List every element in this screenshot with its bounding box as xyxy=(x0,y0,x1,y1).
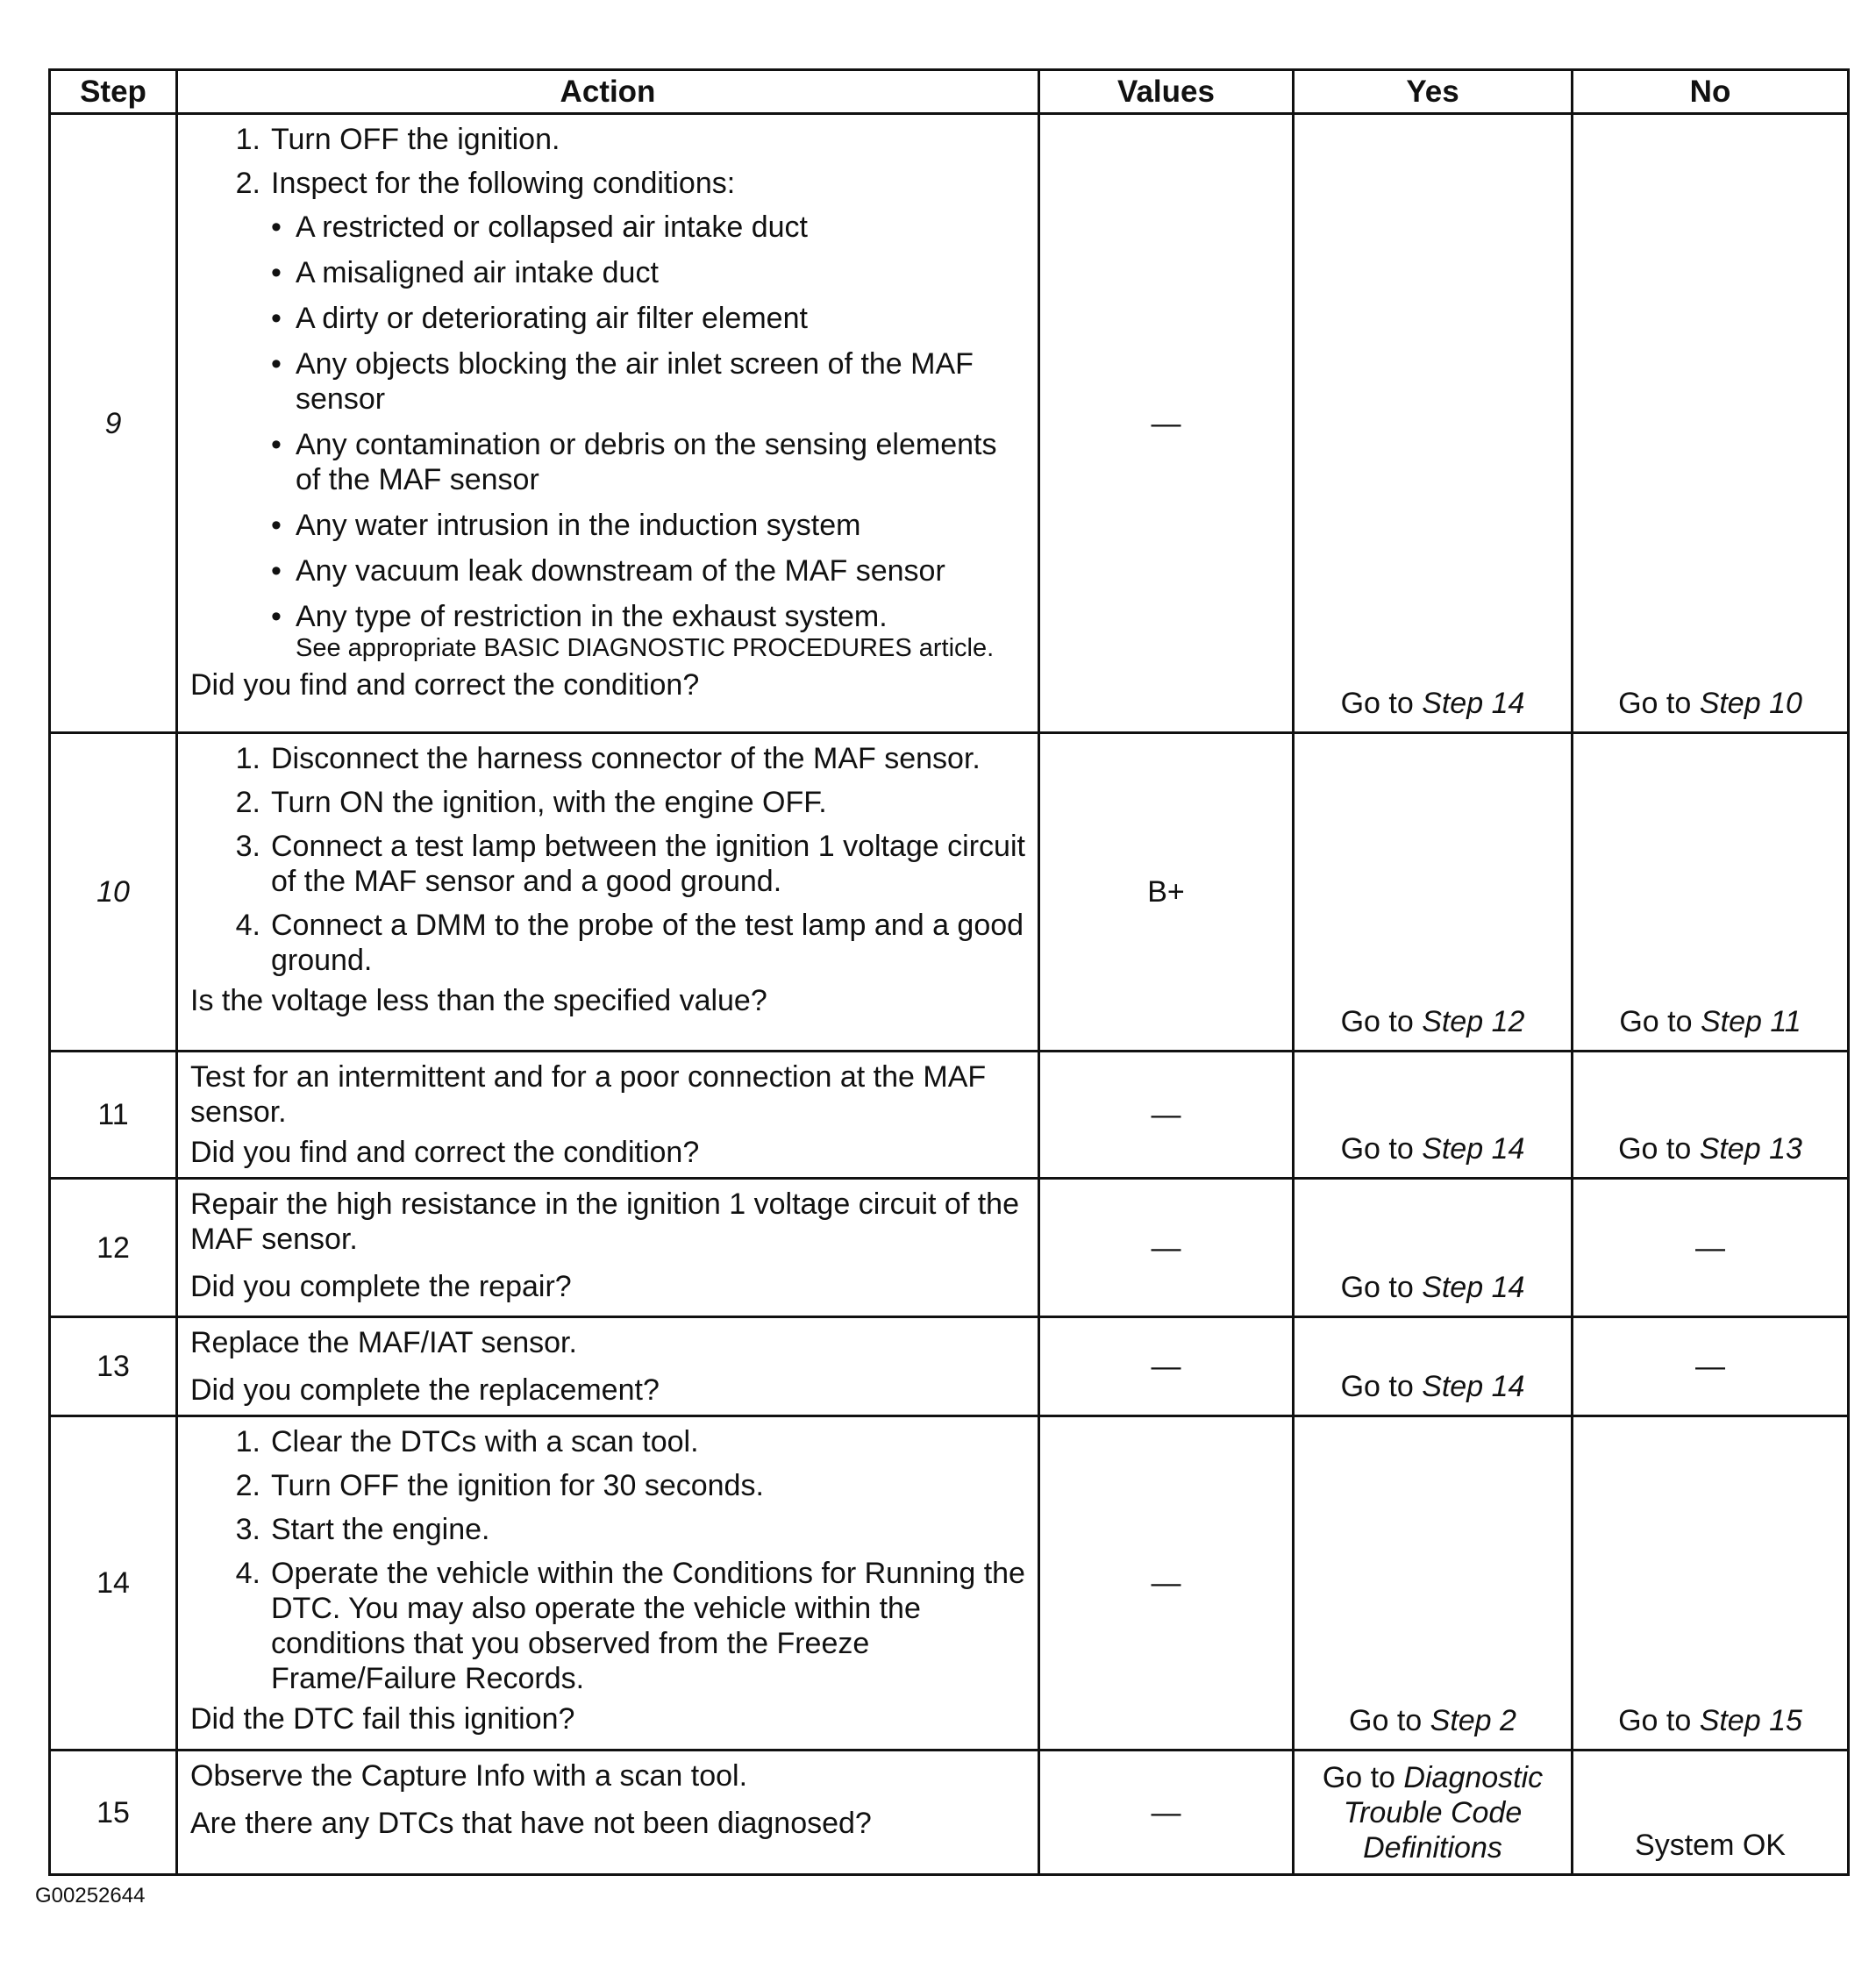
yes-prefix: Go to xyxy=(1322,1760,1404,1794)
action-step xyxy=(211,122,1029,157)
no-cell: — xyxy=(1573,1317,1849,1416)
step-text: Start the engine. xyxy=(271,1513,490,1546)
action-step xyxy=(211,166,1029,201)
values-cell: — xyxy=(1039,1751,1294,1875)
action-cell xyxy=(177,1416,1039,1751)
action-cell xyxy=(177,733,1039,1052)
table-row xyxy=(50,1317,1849,1416)
action-cell xyxy=(177,114,1039,733)
yes-prefix: Go to xyxy=(1340,1370,1423,1403)
list-item xyxy=(271,210,1029,245)
yes-cell xyxy=(1294,1179,1573,1317)
no-cell: System OK xyxy=(1573,1751,1849,1875)
step-number: 12 xyxy=(50,1179,177,1317)
action-step xyxy=(211,1468,1029,1503)
step-number: 11 xyxy=(50,1052,177,1179)
yes-definitions-link[interactable]: Diagnostic Trouble Code Definitions xyxy=(1343,1760,1544,1865)
step-num: 4. xyxy=(235,909,260,942)
header-row xyxy=(50,70,1849,114)
list-item xyxy=(271,599,1029,662)
step-number: 13 xyxy=(50,1317,177,1416)
yes-cell xyxy=(1294,1751,1573,1875)
yes-cell xyxy=(1294,114,1573,733)
no-cell xyxy=(1573,1416,1849,1751)
no-step-link[interactable]: Step 15 xyxy=(1699,1704,1802,1737)
step-text: Operate the vehicle within the Conditions for Running the DTC. You may also operate the vehicle within the conditions that you observed from the Freeze Frame/Failure Records. xyxy=(271,1557,1025,1695)
bullet-icon: • xyxy=(271,554,282,588)
values-cell: B+ xyxy=(1039,733,1294,1052)
condition-text: A dirty or deteriorating air filter element xyxy=(296,302,808,335)
action-step xyxy=(211,908,1029,978)
header-action: Action xyxy=(177,70,1039,114)
action-steps xyxy=(190,1424,1029,1696)
step-text: Turn OFF the ignition. xyxy=(271,123,560,156)
table-row xyxy=(50,1052,1849,1179)
step-number: 14 xyxy=(50,1416,177,1751)
yes-step-link[interactable]: Step 14 xyxy=(1422,1132,1525,1166)
bullet-icon: • xyxy=(271,302,282,335)
figure-id: G00252644 xyxy=(35,1884,146,1908)
step-num: 4. xyxy=(235,1557,260,1590)
yes-cell xyxy=(1294,733,1573,1052)
table-row xyxy=(50,114,1849,733)
bullet-icon: • xyxy=(271,600,282,633)
yes-step-link[interactable]: Step 14 xyxy=(1422,1370,1525,1403)
action-question: Did the DTC fail this ignition? xyxy=(190,1702,575,1736)
list-item xyxy=(271,255,1029,290)
action-question: Did you complete the replacement? xyxy=(190,1373,660,1407)
step-text: Turn ON the ignition, with the engine OFF. xyxy=(271,786,827,819)
yes-prefix: Go to xyxy=(1340,1005,1423,1038)
table-row xyxy=(50,1179,1849,1317)
table-row xyxy=(50,1416,1849,1751)
action-text: Observe the Capture Info with a scan tool. xyxy=(190,1759,748,1793)
action-text: Test for an intermittent and for a poor connection at the MAF sensor. xyxy=(190,1060,987,1129)
step-num: 2. xyxy=(235,1469,260,1502)
action-step xyxy=(211,1512,1029,1547)
step-text: Turn OFF the ignition for 30 seconds. xyxy=(271,1469,764,1502)
header-step: Step xyxy=(50,70,177,114)
reference-note: See appropriate BASIC DIAGNOSTIC PROCEDURES article. xyxy=(296,634,995,662)
no-cell: — xyxy=(1573,1179,1849,1317)
values-cell: — xyxy=(1039,114,1294,733)
yes-prefix: Go to xyxy=(1340,687,1423,720)
step-number: 10 xyxy=(50,733,177,1052)
no-prefix: Go to xyxy=(1618,687,1700,720)
condition-list xyxy=(190,210,1029,662)
action-step xyxy=(211,741,1029,776)
condition-text: Any contamination or debris on the sensing elements of the MAF sensor xyxy=(296,428,997,496)
step-text: Connect a DMM to the probe of the test lamp and a good ground. xyxy=(271,909,1024,977)
step-num: 3. xyxy=(235,830,260,863)
yes-step-link[interactable]: Step 12 xyxy=(1422,1005,1525,1038)
header-no: No xyxy=(1573,70,1849,114)
no-cell xyxy=(1573,1052,1849,1179)
values-cell: — xyxy=(1039,1317,1294,1416)
condition-text: A misaligned air intake duct xyxy=(296,256,659,289)
action-cell xyxy=(177,1179,1039,1317)
yes-step-link[interactable]: Step 14 xyxy=(1422,687,1525,720)
action-text: Repair the high resistance in the ignition 1 voltage circuit of the MAF sensor. xyxy=(190,1187,1019,1256)
action-cell xyxy=(177,1751,1039,1875)
action-steps xyxy=(190,122,1029,201)
no-cell xyxy=(1573,114,1849,733)
action-steps xyxy=(190,741,1029,978)
list-item xyxy=(271,508,1029,543)
condition-text: Any water intrusion in the induction system xyxy=(296,509,861,542)
list-item xyxy=(271,427,1029,497)
yes-prefix: Go to xyxy=(1340,1132,1423,1166)
bullet-icon: • xyxy=(271,210,282,244)
condition-text: Any type of restriction in the exhaust system. xyxy=(296,600,888,633)
step-num: 3. xyxy=(235,1513,260,1546)
step-text: Connect a test lamp between the ignition 1 voltage circuit of the MAF sensor and a good ground. xyxy=(271,830,1025,898)
table-row xyxy=(50,1751,1849,1875)
no-prefix: Go to xyxy=(1619,1005,1701,1038)
action-question: Did you find and correct the condition? xyxy=(190,668,700,702)
values-cell: — xyxy=(1039,1416,1294,1751)
no-step-link[interactable]: Step 10 xyxy=(1699,687,1802,720)
action-question: Are there any DTCs that have not been diagnosed? xyxy=(190,1807,872,1840)
values-cell: — xyxy=(1039,1179,1294,1317)
yes-step-link[interactable]: Step 14 xyxy=(1422,1271,1525,1304)
action-step xyxy=(211,1424,1029,1459)
table-row xyxy=(50,733,1849,1052)
yes-prefix: Go to xyxy=(1340,1271,1423,1304)
header-values: Values xyxy=(1039,70,1294,114)
action-cell xyxy=(177,1317,1039,1416)
values-cell: — xyxy=(1039,1052,1294,1179)
step-text: Disconnect the harness connector of the MAF sensor. xyxy=(271,742,981,775)
action-cell xyxy=(177,1052,1039,1179)
no-step-link[interactable]: Step 13 xyxy=(1699,1132,1802,1166)
step-number: 9 xyxy=(50,114,177,733)
action-question: Is the voltage less than the specified value? xyxy=(190,984,767,1017)
step-text: Inspect for the following conditions: xyxy=(271,167,736,200)
step-num: 1. xyxy=(235,742,260,775)
condition-text-with-note xyxy=(296,599,1029,662)
step-number: 15 xyxy=(50,1751,177,1875)
yes-cell xyxy=(1294,1317,1573,1416)
yes-step-link[interactable]: Step 2 xyxy=(1430,1704,1516,1737)
action-question: Did you complete the repair? xyxy=(190,1270,572,1303)
step-text: Clear the DTCs with a scan tool. xyxy=(271,1425,699,1458)
no-prefix: Go to xyxy=(1618,1704,1700,1737)
step-num: 2. xyxy=(235,786,260,819)
action-step xyxy=(211,785,1029,820)
action-question: Did you find and correct the condition? xyxy=(190,1136,700,1169)
yes-cell xyxy=(1294,1416,1573,1751)
bullet-icon: • xyxy=(271,509,282,542)
condition-text: Any objects blocking the air inlet screen of the MAF sensor xyxy=(296,347,974,416)
yes-cell xyxy=(1294,1052,1573,1179)
header-yes: Yes xyxy=(1294,70,1573,114)
condition-text: A restricted or collapsed air intake duct xyxy=(296,210,808,244)
list-item xyxy=(271,301,1029,336)
step-num: 1. xyxy=(235,123,260,156)
action-step xyxy=(211,829,1029,899)
action-text: Replace the MAF/IAT sensor. xyxy=(190,1326,577,1359)
no-step-link[interactable]: Step 11 xyxy=(1700,1005,1801,1038)
bullet-icon: • xyxy=(271,428,282,461)
no-prefix: Go to xyxy=(1618,1132,1700,1166)
diagnostic-table xyxy=(48,68,1850,1876)
list-item xyxy=(271,553,1029,588)
bullet-icon: • xyxy=(271,256,282,289)
no-cell xyxy=(1573,733,1849,1052)
condition-text: Any vacuum leak downstream of the MAF sensor xyxy=(296,554,945,588)
list-item xyxy=(271,346,1029,417)
step-num: 1. xyxy=(235,1425,260,1458)
step-num: 2. xyxy=(235,167,260,200)
bullet-icon: • xyxy=(271,347,282,381)
yes-prefix: Go to xyxy=(1349,1704,1430,1737)
action-step xyxy=(211,1556,1029,1696)
